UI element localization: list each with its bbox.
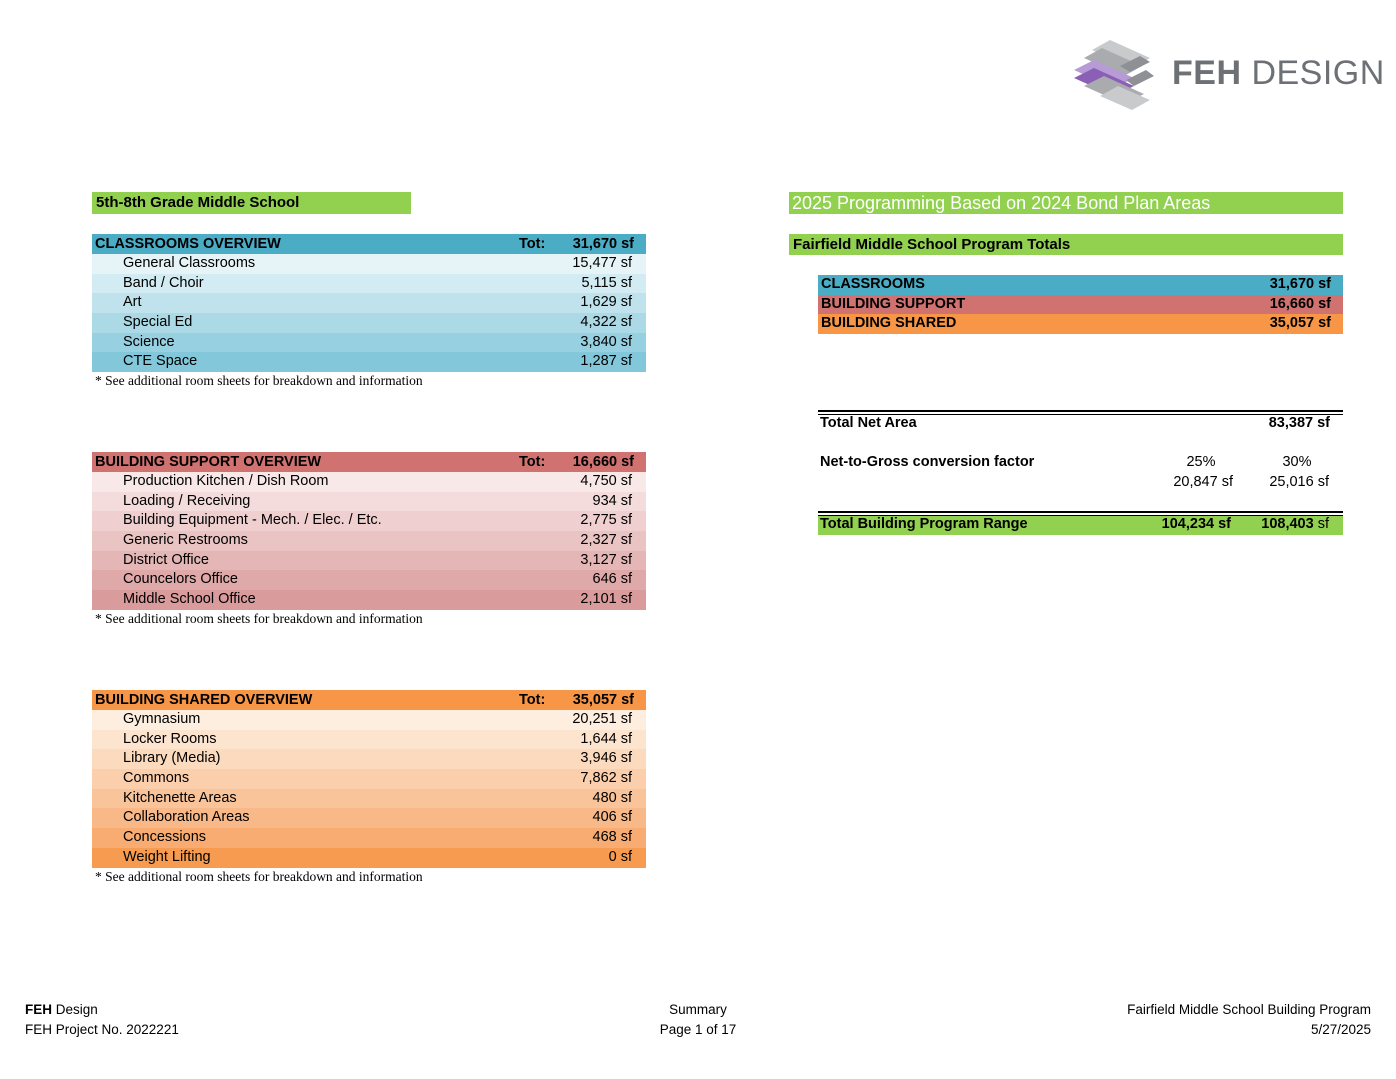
pct-low: 25% <box>1186 454 1216 470</box>
table-row <box>92 789 646 809</box>
program-totals-title: Fairfield Middle School Program Totals <box>789 234 1343 255</box>
support-table <box>92 452 646 628</box>
table-row <box>92 749 646 769</box>
footer-company <box>25 1000 179 1020</box>
classrooms-note: * See additional room sheets for breakdown and information <box>95 373 423 389</box>
summary-label: CLASSROOMS <box>821 276 925 292</box>
table-row <box>92 274 646 294</box>
support-tot-label: Tot: <box>519 454 546 470</box>
row-label: Locker Rooms <box>123 730 217 747</box>
row-label: District Office <box>123 551 209 568</box>
footer-right <box>1127 1000 1371 1040</box>
support-header-label: BUILDING SUPPORT OVERVIEW <box>95 454 322 470</box>
row-value: 468 sf <box>592 829 632 846</box>
shared-header-label: BUILDING SHARED OVERVIEW <box>95 692 313 708</box>
table-row <box>92 570 646 590</box>
row-label: Special Ed <box>123 314 193 331</box>
shared-tot-label: Tot: <box>519 692 546 708</box>
classrooms-header-label: CLASSROOMS OVERVIEW <box>95 236 281 252</box>
row-value: 3,840 sf <box>580 333 632 350</box>
summary-row-shared <box>818 314 1343 334</box>
row-label: Kitchenette Areas <box>123 789 237 806</box>
footer-section: Summary <box>669 1002 727 1017</box>
row-value: 4,750 sf <box>580 473 632 489</box>
row-label: Commons <box>123 770 190 787</box>
table-row <box>92 313 646 333</box>
range-high-number: 108,403 <box>1261 516 1314 532</box>
table-row <box>92 293 646 313</box>
row-value: 4,322 sf <box>580 314 632 331</box>
range-rule-top <box>818 511 1343 513</box>
table-row <box>92 254 646 274</box>
row-label: General Classrooms <box>123 255 256 271</box>
classrooms-header <box>92 234 646 254</box>
summary-value: 35,057 sf <box>1269 315 1331 331</box>
row-value: 406 sf <box>592 809 632 826</box>
shared-table <box>92 690 646 886</box>
classrooms-table <box>92 234 646 390</box>
row-label: Science <box>123 333 175 350</box>
pct-high: 30% <box>1282 454 1312 470</box>
conversion-label: Net-to-Gross conversion factor <box>820 454 1035 470</box>
table-row <box>92 333 646 353</box>
footer-date: 5/27/2025 <box>1310 1022 1371 1037</box>
row-label: Concessions <box>123 829 207 846</box>
add-high: 25,016 sf <box>1269 474 1329 490</box>
row-value: 1,644 sf <box>580 730 632 747</box>
shared-header <box>92 690 646 710</box>
table-row <box>92 551 646 571</box>
feh-design-logo <box>1070 36 1385 114</box>
row-value: 2,327 sf <box>580 532 632 549</box>
programming-title: 2025 Programming Based on 2024 Bond Plan Areas <box>789 192 1343 214</box>
summary-value: 16,660 sf <box>1269 295 1331 312</box>
table-row <box>92 531 646 551</box>
table-row <box>92 730 646 750</box>
row-label: Gymnasium <box>123 711 201 727</box>
range-row <box>818 515 1343 535</box>
row-label: Middle School Office <box>123 591 256 608</box>
range-low: 104,234 sf <box>1161 516 1231 532</box>
classrooms-total: 31,670 sf <box>572 236 634 252</box>
table-row <box>92 472 646 492</box>
row-value: 934 sf <box>592 492 632 509</box>
add-low: 20,847 sf <box>1173 474 1233 490</box>
total-net-value: 83,387 sf <box>1268 415 1330 431</box>
logo-name-light: DESIGN <box>1251 54 1385 92</box>
row-value: 646 sf <box>592 571 632 588</box>
total-net-label: Total Net Area <box>820 415 917 431</box>
footer-project: FEH Project No. 2022221 <box>25 1022 179 1037</box>
row-value: 5,115 sf <box>581 274 632 291</box>
row-value: 20,251 sf <box>572 711 632 727</box>
row-label: Collaboration Areas <box>123 809 250 826</box>
table-row <box>92 710 646 730</box>
table-row <box>92 808 646 828</box>
row-value: 3,946 sf <box>580 750 632 767</box>
support-total: 16,660 sf <box>572 454 634 470</box>
row-label: Loading / Receiving <box>123 492 251 509</box>
summary-label: BUILDING SHARED <box>821 315 957 331</box>
row-value: 2,101 sf <box>580 591 632 608</box>
summary-row-support <box>818 295 1343 315</box>
summary-table <box>818 275 1343 334</box>
summary-label: BUILDING SUPPORT <box>821 295 966 312</box>
row-label: Library (Media) <box>123 750 221 767</box>
footer-center <box>598 1000 798 1040</box>
row-label: Production Kitchen / Dish Room <box>123 473 329 489</box>
table-row <box>92 352 646 372</box>
range-high <box>1238 516 1329 533</box>
range-high-unit: sf <box>1317 516 1329 532</box>
footer-company-bold: FEH <box>25 1002 52 1017</box>
row-value: 3,127 sf <box>580 551 632 568</box>
logo-wordmark <box>1172 54 1385 93</box>
footer-page: Page 1 of 17 <box>659 1022 737 1037</box>
row-value: 1,629 sf <box>580 294 632 311</box>
row-label: Weight Lifting <box>123 848 211 865</box>
school-title: 5th-8th Grade Middle School <box>92 192 411 214</box>
summary-row-classrooms <box>818 275 1343 295</box>
table-row <box>92 769 646 789</box>
range-label: Total Building Program Range <box>820 516 1028 532</box>
table-row <box>92 848 646 868</box>
row-label: Art <box>123 294 142 311</box>
support-note: * See additional room sheets for breakdown and information <box>95 610 423 626</box>
table-row <box>92 590 646 610</box>
row-value: 0 sf <box>608 848 632 865</box>
footer-company-rest: Design <box>55 1002 98 1017</box>
row-label: Band / Choir <box>123 274 204 291</box>
logo-mark-icon <box>1070 36 1170 114</box>
row-value: 7,862 sf <box>580 770 632 787</box>
table-row <box>92 492 646 512</box>
row-label: Building Equipment - Mech. / Elec. / Etc. <box>123 512 382 529</box>
row-value: 1,287 sf <box>580 353 632 370</box>
footer-left <box>25 1000 179 1040</box>
row-value: 480 sf <box>592 789 632 806</box>
row-value: 15,477 sf <box>572 255 632 271</box>
row-label: Generic Restrooms <box>123 532 248 549</box>
support-header <box>92 452 646 472</box>
classrooms-tot-label: Tot: <box>519 236 546 252</box>
logo-name-bold: FEH <box>1172 54 1242 92</box>
double-rule-top <box>818 410 1343 412</box>
summary-value: 31,670 sf <box>1269 276 1331 292</box>
row-value: 2,775 sf <box>580 512 632 529</box>
table-row <box>92 828 646 848</box>
row-label: CTE Space <box>123 353 198 370</box>
row-label: Councelors Office <box>123 571 238 588</box>
shared-total: 35,057 sf <box>572 692 634 708</box>
footer-doc-title: Fairfield Middle School Building Program <box>1127 1002 1371 1017</box>
shared-note: * See additional room sheets for breakdown and information <box>95 868 423 884</box>
table-row <box>92 511 646 531</box>
